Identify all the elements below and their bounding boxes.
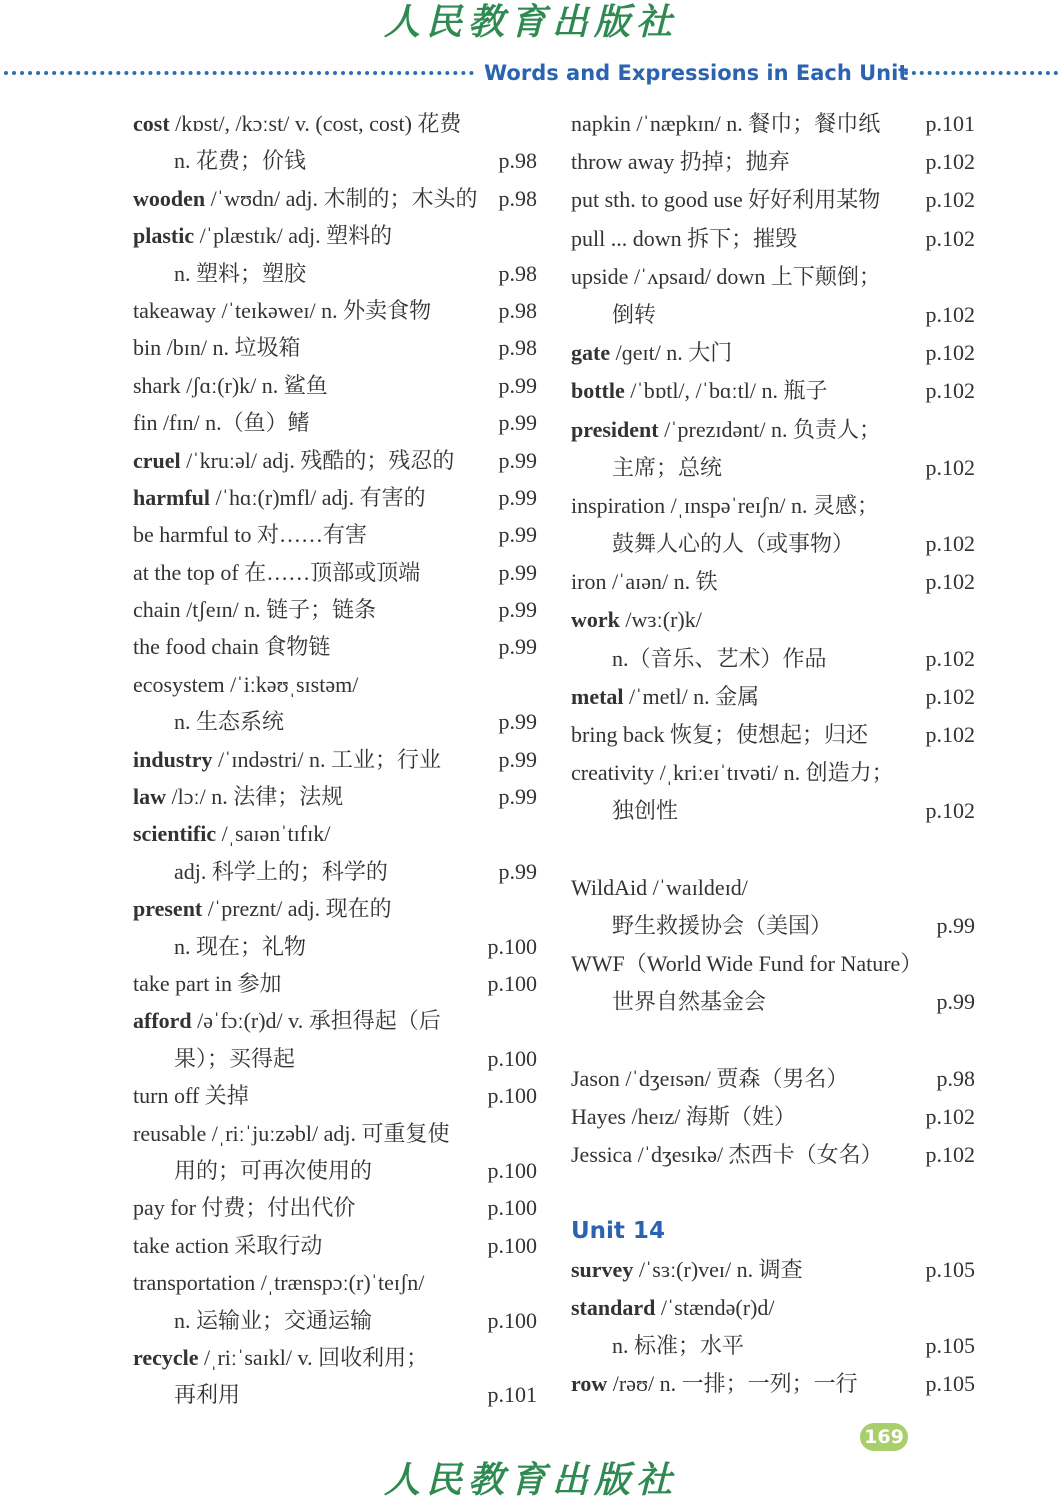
vocab-entry — [571, 1060, 975, 1098]
entry-text: reusable /ˌriːˈjuːzəbl/ adj. 可重复使 — [133, 1120, 450, 1146]
headword: survey — [571, 1256, 634, 1282]
entry-text: work /wɜː(r)k/ — [571, 607, 702, 633]
entry-page-ref: p.105 — [925, 1333, 975, 1358]
entry-text: afford /əˈfɔː(r)d/ v. 承担得起（后 — [133, 1008, 441, 1034]
entry-text: pay for 付费；付出代价 — [133, 1195, 356, 1221]
vocab-entry — [571, 869, 975, 907]
vocab-entry — [133, 180, 537, 217]
entry-page-ref: p.105 — [925, 1256, 975, 1282]
vocab-entry — [133, 442, 537, 479]
entry-page-ref: p.100 — [487, 1307, 537, 1333]
vocab-entry — [571, 105, 975, 143]
entry-page-ref: p.100 — [487, 970, 537, 996]
section-header — [0, 58, 1062, 88]
publisher-logo-bottom: 人民教育出版社 — [383, 1459, 678, 1501]
entry-text: bring back 恢复；使想起；归还 — [571, 722, 868, 747]
headword: present — [133, 896, 203, 922]
vocab-entry — [571, 334, 975, 372]
vocab-entry — [571, 220, 975, 258]
header-dots-right — [904, 71, 1058, 75]
vocab-entry — [571, 983, 975, 1021]
entry-text: WWF（World Wide Fund for Nature） — [571, 951, 923, 977]
vocab-entry — [571, 792, 975, 830]
vocab-entry — [571, 563, 975, 601]
vocab-entry — [133, 853, 537, 890]
entry-text: 果）；买得起 — [174, 1045, 296, 1071]
vocab-entry — [571, 1251, 975, 1289]
vocab-entry — [133, 1302, 537, 1339]
entry-text: n. 现在；礼物 — [174, 933, 307, 959]
entry-page-ref: p.99 — [498, 784, 537, 810]
vocab-entry — [571, 411, 975, 449]
entry-page-ref: p.102 — [925, 149, 975, 175]
entry-text: Hayes /heɪz/ 海斯（姓） — [571, 1103, 796, 1129]
entry-page-ref: p.99 — [498, 858, 537, 884]
entry-text: creativity /ˌkriːeɪˈtɪvəti/ n. 创造力； — [571, 760, 894, 786]
unit-heading: Unit 14 — [571, 1218, 665, 1245]
headword: metal — [571, 683, 624, 709]
entry-page-ref: p.99 — [498, 746, 537, 772]
vocab-entry — [133, 890, 537, 927]
entry-page-ref: p.99 — [498, 709, 537, 735]
entry-page-ref: p.102 — [925, 1142, 975, 1168]
vocab-entry — [133, 404, 537, 441]
entry-text: wooden /ˈwʊdn/ adj. 木制的；木头的 — [133, 185, 478, 211]
entry-text: bottle /ˈbɒtl/, /ˈbɑːtl/ n. 瓶子 — [571, 378, 828, 404]
vocab-entry — [133, 516, 537, 553]
entry-text: inspiration /ˌɪnspəˈreɪʃn/ n. 灵感； — [571, 492, 879, 518]
vocab-entry — [571, 678, 975, 716]
vocab-entry — [133, 255, 537, 292]
entry-text: ecosystem /ˈiːkəʊˌsɪstəm/ — [133, 671, 359, 697]
vocab-entry — [133, 965, 537, 1002]
entry-text: 倒转 — [612, 301, 657, 327]
vocab-entry — [133, 591, 537, 628]
vocab-entry — [571, 1098, 975, 1136]
entry-page-ref: p.98 — [498, 148, 537, 174]
vocab-entry — [133, 1376, 537, 1413]
headword: bottle — [571, 378, 625, 404]
entry-text: 再利用 — [174, 1382, 241, 1408]
vocab-entry — [133, 1227, 537, 1264]
entry-text: scientific /ˌsaɪənˈtɪfɪk/ — [133, 821, 331, 847]
entry-page-ref: p.101 — [925, 111, 975, 136]
vocab-entry — [571, 1289, 975, 1327]
headword: cost — [133, 111, 170, 136]
entry-text: bin /bɪn/ n. 垃圾箱 — [133, 335, 301, 361]
vocab-entry — [571, 1136, 975, 1174]
entry-page-ref: p.99 — [498, 597, 537, 623]
vocab-entry — [133, 666, 537, 703]
headword: harmful — [133, 484, 210, 510]
entry-page-ref: p.99 — [498, 372, 537, 398]
entry-text: chain /tʃeɪn/ n. 链子；链条 — [133, 597, 377, 623]
entry-page-ref: p.100 — [487, 933, 537, 959]
entry-page-ref: p.100 — [487, 1195, 537, 1221]
entry-text: 野生救援协会（美国） — [612, 912, 833, 938]
entry-page-ref: p.102 — [925, 569, 975, 595]
entry-page-ref: p.102 — [925, 645, 975, 671]
entry-page-ref: p.100 — [487, 1157, 537, 1183]
entry-page-ref: p.98 — [498, 297, 537, 323]
vocab-entry — [571, 640, 975, 678]
entry-text: law /lɔː/ n. 法律；法规 — [133, 784, 344, 810]
entry-text: pull ... down 拆下；摧毁 — [571, 225, 798, 251]
header-dots-left — [4, 71, 474, 75]
entry-page-ref: p.102 — [925, 187, 975, 213]
entry-page-ref: p.102 — [925, 722, 975, 747]
vocab-entry — [133, 479, 537, 516]
entry-text: plastic /ˈplæstɪk/ adj. 塑料的 — [133, 223, 393, 249]
vocab-entry — [571, 258, 975, 296]
entry-text: Jessica /ˈdʒesɪkə/ 杰西卡（女名） — [571, 1142, 883, 1168]
vocab-entry — [133, 1002, 537, 1039]
entry-page-ref: p.99 — [936, 989, 975, 1015]
vocab-entry — [571, 945, 975, 983]
spacer — [571, 1022, 975, 1060]
entry-page-ref: p.99 — [498, 410, 537, 436]
entry-text: iron /ˈaɪən/ n. 铁 — [571, 569, 718, 595]
entry-text: recycle /ˌriːˈsaɪkl/ v. 回收利用； — [133, 1344, 429, 1370]
entry-text: take action 采取行动 — [133, 1232, 323, 1258]
entry-text: napkin /ˈnæpkɪn/ n. 餐巾；餐巾纸 — [571, 111, 881, 136]
entry-text: n. 花费；价钱 — [174, 148, 307, 174]
vocab-entry — [571, 754, 975, 792]
vocab-entry — [133, 105, 537, 142]
entry-text: transportation /ˌtrænspɔː(r)ˈteɪʃn/ — [133, 1270, 425, 1296]
entry-text: take part in 参加 — [133, 970, 282, 996]
entry-page-ref: p.102 — [925, 340, 975, 366]
entry-page-ref: p.102 — [925, 683, 975, 709]
vocab-entry — [133, 292, 537, 329]
entry-text: adj. 科学上的；科学的 — [174, 858, 388, 884]
vocab-entry — [571, 1327, 975, 1365]
entry-page-ref: p.102 — [925, 798, 975, 824]
headword: recycle — [133, 1344, 199, 1370]
entry-page-ref: p.99 — [498, 484, 537, 510]
vocab-entry — [133, 703, 537, 740]
header-title: Words and Expressions in Each Unit — [484, 61, 909, 85]
entry-page-ref: p.99 — [498, 447, 537, 473]
vocab-entry — [133, 367, 537, 404]
vocab-entry — [133, 329, 537, 366]
entry-page-ref: p.100 — [487, 1083, 537, 1109]
entry-page-ref: p.99 — [498, 559, 537, 585]
entry-page-ref: p.101 — [487, 1382, 537, 1408]
headword: cruel — [133, 447, 181, 473]
entry-page-ref: p.102 — [925, 225, 975, 251]
headword: afford — [133, 1008, 192, 1034]
entry-text: 独创性 — [612, 798, 679, 824]
entry-text: 鼓舞人心的人（或事物） — [612, 531, 855, 557]
vocab-entry — [133, 1040, 537, 1077]
vocab-entry — [571, 449, 975, 487]
entry-text: upside /ˈʌpsaɪd/ down 上下颠倒； — [571, 263, 881, 289]
vocab-entry — [133, 815, 537, 852]
headword: wooden — [133, 185, 206, 211]
headword: law — [133, 784, 166, 810]
headword: standard — [571, 1294, 656, 1320]
vocab-entry — [133, 1115, 537, 1152]
vocab-entry — [571, 1365, 975, 1403]
entry-text: harmful /ˈhɑː(r)mfl/ adj. 有害的 — [133, 484, 426, 510]
vocab-entry — [571, 487, 975, 525]
entry-text: gate /ɡeɪt/ n. 大门 — [571, 340, 733, 366]
headword: row — [571, 1371, 608, 1397]
entry-page-ref: p.102 — [925, 378, 975, 404]
vocab-entry — [133, 1264, 537, 1301]
entry-text: 用的；可再次使用的 — [174, 1157, 373, 1183]
entry-text: row /rəʊ/ n. 一排；一列；一行 — [571, 1371, 858, 1397]
headword: work — [571, 607, 620, 633]
entry-text: president /ˈprezɪdənt/ n. 负责人； — [571, 416, 882, 442]
entry-text: cost /kɒst/, /kɔːst/ v. (cost, cost) 花费 — [133, 111, 462, 136]
entry-page-ref: p.102 — [925, 454, 975, 480]
entry-text: fin /fɪn/ n.（鱼）鳍 — [133, 410, 310, 436]
entry-text: turn off 关掉 — [133, 1083, 249, 1109]
left-column — [133, 105, 537, 1414]
entry-text: shark /ʃɑː(r)k/ n. 鲨鱼 — [133, 372, 328, 398]
page-number: 169 — [860, 1423, 908, 1451]
entry-page-ref: p.99 — [936, 912, 975, 938]
entry-text: 主席；总统 — [612, 454, 723, 480]
vocab-entry — [571, 143, 975, 181]
vocab-entry — [571, 181, 975, 219]
entry-text: cruel /ˈkruːəl/ adj. 残酷的；残忍的 — [133, 447, 455, 473]
entry-page-ref: p.100 — [487, 1232, 537, 1258]
entry-page-ref: p.98 — [498, 260, 537, 286]
vocab-entry — [133, 554, 537, 591]
entry-page-ref: p.105 — [925, 1371, 975, 1397]
entry-text: n. 运输业；交通运输 — [174, 1307, 373, 1333]
entry-page-ref: p.98 — [498, 335, 537, 361]
spacer — [571, 831, 975, 869]
vocab-entry — [133, 1339, 537, 1376]
entry-text: throw away 扔掉；抛弃 — [571, 149, 790, 175]
entry-page-ref: p.102 — [925, 1103, 975, 1129]
entry-text: present /ˈpreznt/ adj. 现在的 — [133, 896, 392, 922]
entry-page-ref: p.102 — [925, 531, 975, 557]
headword: industry — [133, 746, 213, 772]
entry-text: at the top of 在……顶部或顶端 — [133, 559, 421, 585]
entry-text: standard /ˈstændə(r)d/ — [571, 1294, 775, 1320]
vocab-entry — [133, 741, 537, 778]
vocab-entry — [571, 525, 975, 563]
entry-text: n.（音乐、艺术）作品 — [612, 645, 827, 671]
vocab-entry — [571, 601, 975, 639]
publisher-logo-top: 人民教育出版社 — [383, 1, 678, 43]
headword: gate — [571, 340, 611, 366]
headword: plastic — [133, 223, 195, 249]
entry-text: n. 生态系统 — [174, 709, 285, 735]
vocab-entry — [571, 296, 975, 334]
vocab-entry — [133, 928, 537, 965]
entry-page-ref: p.100 — [487, 1045, 537, 1071]
vocab-entry — [133, 142, 537, 179]
vocab-entry — [571, 716, 975, 754]
headword: president — [571, 416, 659, 442]
entry-page-ref: p.99 — [498, 634, 537, 660]
entry-text: Jason /ˈdʒeɪsən/ 贾森（男名） — [571, 1065, 849, 1091]
headword: scientific — [133, 821, 217, 847]
entry-text: survey /ˈsɜː(r)veɪ/ n. 调查 — [571, 1256, 803, 1282]
entry-page-ref: p.98 — [498, 185, 537, 211]
entry-page-ref: p.102 — [925, 301, 975, 327]
vocab-entry — [133, 778, 537, 815]
entry-text: industry /ˈɪndəstri/ n. 工业；行业 — [133, 746, 442, 772]
vocab-entry — [133, 1077, 537, 1114]
entry-text: 世界自然基金会 — [612, 989, 767, 1015]
entry-text: takeaway /ˈteɪkəweɪ/ n. 外卖食物 — [133, 297, 432, 323]
entry-text: put sth. to good use 好好利用某物 — [571, 187, 881, 213]
vocab-entry — [571, 372, 975, 410]
entry-page-ref: p.99 — [498, 522, 537, 548]
vocab-entry — [133, 217, 537, 254]
vocab-entry — [133, 628, 537, 665]
right-column — [571, 105, 975, 1403]
vocab-entry — [133, 1152, 537, 1189]
entry-text: n. 标准；水平 — [612, 1333, 745, 1358]
spacer — [571, 1174, 975, 1212]
entry-page-ref: p.98 — [936, 1065, 975, 1091]
vocab-entry — [133, 1189, 537, 1226]
entry-text: be harmful to 对……有害 — [133, 522, 368, 548]
entry-text: n. 塑料；塑胶 — [174, 260, 307, 286]
entry-text: the food chain 食物链 — [133, 634, 331, 660]
vocab-entry — [571, 907, 975, 945]
entry-text: metal /ˈmetl/ n. 金属 — [571, 683, 760, 709]
entry-text: WildAid /ˈwaɪldeɪd/ — [571, 874, 748, 900]
